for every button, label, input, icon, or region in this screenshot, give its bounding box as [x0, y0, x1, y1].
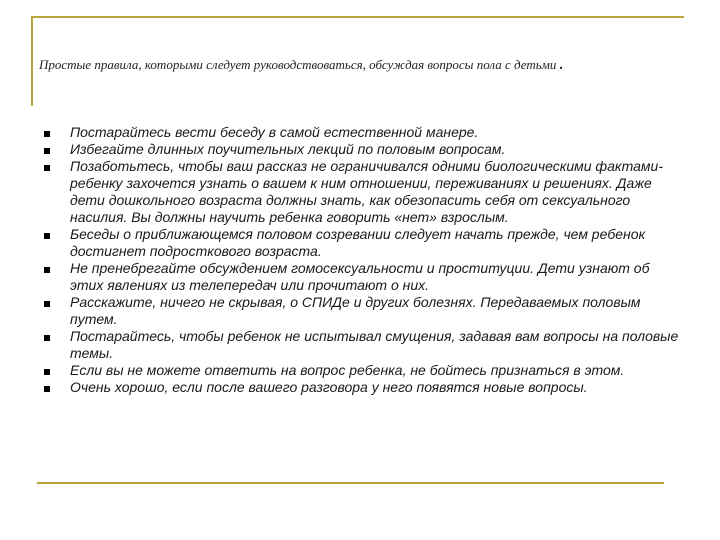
- list-item-text: Беседы о приближающемся половом созревании следует начать прежде, чем ребенок достигнет подросткового возраста.: [70, 226, 646, 259]
- slide-title-text: Простые правила, которыми следует руководствоваться, обсуждая вопросы пола с детьми: [39, 57, 557, 72]
- list-item-text: Расскажите, ничего не скрывая, о СПИДе и других болезнях. Передаваемых половым путем.: [70, 294, 641, 327]
- left-accent-line: [31, 16, 33, 106]
- list-item: [44, 260, 679, 294]
- square-bullet-icon: [44, 301, 50, 307]
- square-bullet-icon: [44, 148, 50, 154]
- bullet-list: [44, 124, 679, 396]
- list-item: [44, 379, 679, 396]
- list-item-text: Позаботьтесь, чтобы ваш рассказ не ограничивался одними биологическими фактами- ребенку захочется узнать о вашем к ним отношении, переживаниях и решениях. Даже дети дошкольного возраста должны знать, как обезопасить себя от сексуального насилия. Вы должны научить ребенка говорить «нет» взрослым.: [70, 158, 663, 225]
- list-item: [44, 226, 679, 260]
- square-bullet-icon: [44, 369, 50, 375]
- list-item-text: Не пренебрегайте обсуждением гомосексуальности и проституции. Дети узнают об этих явлениях из телепередач или прочитают о них.: [70, 260, 650, 293]
- list-item-text: Избегайте длинных поучительных лекций по половым вопросам.: [70, 141, 506, 157]
- square-bullet-icon: [44, 233, 50, 239]
- bottom-accent-line: [37, 482, 664, 484]
- list-item-text: Постарайтесь вести беседу в самой естественной манере.: [70, 124, 479, 140]
- slide-title-end: .: [558, 52, 564, 74]
- list-item: [44, 362, 679, 379]
- list-item-text: Если вы не можете ответить на вопрос ребенка, не бойтесь признаться в этом.: [70, 362, 625, 378]
- top-accent-line: [32, 16, 684, 18]
- square-bullet-icon: [44, 267, 50, 273]
- slide-title: [39, 52, 679, 75]
- list-item: [44, 294, 679, 328]
- list-item: [44, 124, 679, 141]
- list-item-text: Постарайтесь, чтобы ребенок не испытывал смущения, задавая вам вопросы на половые темы.: [70, 328, 679, 361]
- list-item: [44, 158, 679, 226]
- square-bullet-icon: [44, 165, 50, 171]
- square-bullet-icon: [44, 335, 50, 341]
- square-bullet-icon: [44, 131, 50, 137]
- square-bullet-icon: [44, 386, 50, 392]
- list-item: [44, 328, 679, 362]
- list-item: [44, 141, 679, 158]
- list-item-text: Очень хорошо, если после вашего разговора у него появятся новые вопросы.: [70, 379, 588, 395]
